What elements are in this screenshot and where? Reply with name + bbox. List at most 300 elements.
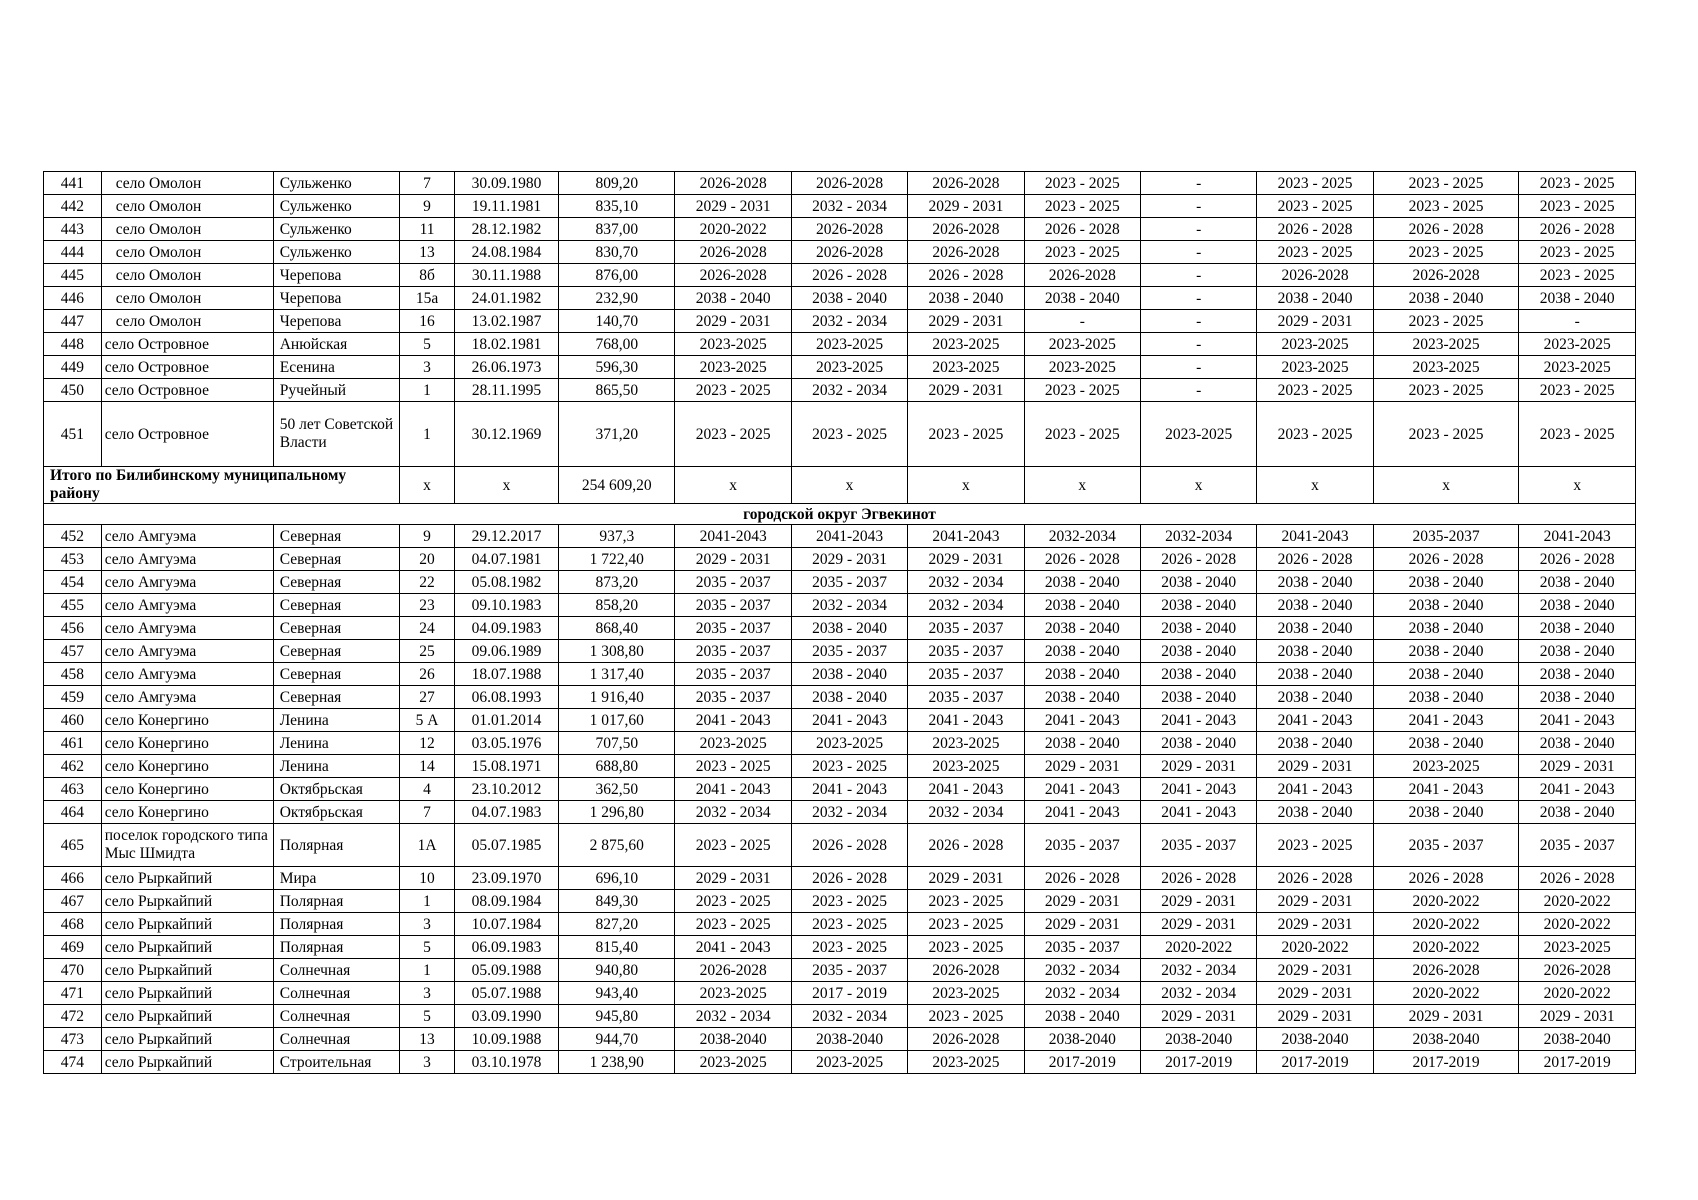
table-cell: 2023 - 2025 [1257, 824, 1373, 867]
table-cell: село Омолон [101, 195, 273, 218]
table-cell: 2029 - 2031 [675, 548, 791, 571]
table-cell: 2023 - 2025 [908, 890, 1024, 913]
table-cell: 19.11.1981 [454, 195, 558, 218]
table-cell: 2038-2040 [791, 1028, 907, 1051]
table-cell: 2023 - 2025 [675, 755, 791, 778]
table-cell: 464 [44, 801, 102, 824]
table-cell: село Конергино [101, 778, 273, 801]
table-cell: 2029 - 2031 [1257, 890, 1373, 913]
table-cell: 2026-2028 [1519, 959, 1636, 982]
table-cell: 2023 - 2025 [1257, 195, 1373, 218]
table-cell: 696,10 [559, 867, 675, 890]
table-cell: 2020-2022 [1257, 936, 1373, 959]
table-cell: Сульженко [273, 241, 400, 264]
table-cell: - [1140, 310, 1256, 333]
table-cell: 2035 - 2037 [1519, 824, 1636, 867]
table-cell: 2041 - 2043 [1519, 778, 1636, 801]
table-cell: - [1140, 287, 1256, 310]
table-cell: 2035 - 2037 [791, 959, 907, 982]
table-cell: 868,40 [559, 617, 675, 640]
table-cell: 2041 - 2043 [1024, 709, 1140, 732]
table-cell: село Рыркайпий [101, 913, 273, 936]
table-cell: 2017 - 2019 [791, 982, 907, 1005]
total-cell: x [1024, 467, 1140, 504]
table-cell: 2032 - 2034 [908, 801, 1024, 824]
table-cell: Строительная [273, 1051, 400, 1074]
table-cell: 2023-2025 [1140, 402, 1256, 467]
table-cell: 18.07.1988 [454, 663, 558, 686]
table-cell: 2023-2025 [1373, 755, 1519, 778]
table-cell: 13 [400, 241, 455, 264]
table-cell: - [1140, 195, 1256, 218]
table-cell: 1 017,60 [559, 709, 675, 732]
table-cell: 2038 - 2040 [1257, 594, 1373, 617]
table-cell: 22 [400, 571, 455, 594]
table-total-block [44, 467, 1636, 525]
table-cell: 03.09.1990 [454, 1005, 558, 1028]
table-cell: 2023-2025 [908, 356, 1024, 379]
table-cell: село Конергино [101, 732, 273, 755]
table-row [44, 1005, 1636, 1028]
table-cell: Северная [273, 663, 400, 686]
table-cell: 2038 - 2040 [1519, 617, 1636, 640]
table-cell: 2029 - 2031 [675, 195, 791, 218]
table-cell: 2023 - 2025 [1257, 379, 1373, 402]
total-cell: x [1519, 467, 1636, 504]
table-cell: 460 [44, 709, 102, 732]
table-cell: село Рыркайпий [101, 982, 273, 1005]
table-cell: - [1140, 356, 1256, 379]
table-cell: село Омолон [101, 264, 273, 287]
table-row [44, 525, 1636, 548]
table-cell: 2038 - 2040 [1140, 594, 1256, 617]
table-cell: 471 [44, 982, 102, 1005]
table-cell: 23.09.1970 [454, 867, 558, 890]
table-cell: 2023 - 2025 [791, 755, 907, 778]
table-row [44, 548, 1636, 571]
table-row [44, 287, 1636, 310]
table-cell: 2026-2028 [908, 172, 1024, 195]
table-cell: 943,40 [559, 982, 675, 1005]
table-cell: - [1140, 172, 1256, 195]
table-cell: 2035 - 2037 [908, 686, 1024, 709]
table-cell: 2023-2025 [908, 755, 1024, 778]
table-cell: Октябрьская [273, 778, 400, 801]
table-cell: 2029 - 2031 [1140, 1005, 1256, 1028]
table-cell: 04.07.1981 [454, 548, 558, 571]
table-cell: Октябрьская [273, 801, 400, 824]
table-cell: 2026 - 2028 [791, 264, 907, 287]
table-cell: 2020-2022 [1373, 936, 1519, 959]
table-cell: 858,20 [559, 594, 675, 617]
table-cell: 25 [400, 640, 455, 663]
table-cell: 05.07.1988 [454, 982, 558, 1005]
table-cell: 2026 - 2028 [908, 264, 1024, 287]
table-cell: 2023-2025 [675, 732, 791, 755]
table-cell: 2023-2025 [1373, 333, 1519, 356]
table-cell: 2017-2019 [1519, 1051, 1636, 1074]
table-cell: 5 [400, 936, 455, 959]
table-cell: 2041 - 2043 [675, 709, 791, 732]
table-cell: 3 [400, 982, 455, 1005]
table-cell: 2041 - 2043 [1140, 801, 1256, 824]
table-cell: 2032 - 2034 [791, 379, 907, 402]
table-cell: 442 [44, 195, 102, 218]
table-cell: 2023 - 2025 [1024, 195, 1140, 218]
table-cell: 2023 - 2025 [1519, 402, 1636, 467]
table-cell: 2026 - 2028 [1519, 867, 1636, 890]
table-cell: село Омолон [101, 172, 273, 195]
table-cell: 2038 - 2040 [1024, 1005, 1140, 1028]
table-cell: 454 [44, 571, 102, 594]
table-cell: 2029 - 2031 [1140, 913, 1256, 936]
table-cell: 2038 - 2040 [1373, 617, 1519, 640]
table-cell: 448 [44, 333, 102, 356]
table-cell: 2038 - 2040 [1024, 287, 1140, 310]
table-cell: 2026 - 2028 [1519, 548, 1636, 571]
table-cell: 456 [44, 617, 102, 640]
table-cell: село Рыркайпий [101, 1051, 273, 1074]
table-cell: 2026 - 2028 [1140, 867, 1256, 890]
table-row [44, 936, 1636, 959]
table-cell: 2038 - 2040 [1373, 686, 1519, 709]
table-cell: 2026-2028 [1257, 264, 1373, 287]
table-cell: 2023-2025 [675, 333, 791, 356]
table-cell: село Амгуэма [101, 663, 273, 686]
table-cell: 23.10.2012 [454, 778, 558, 801]
table-cell: 09.10.1983 [454, 594, 558, 617]
table-cell: 2029 - 2031 [1519, 1005, 1636, 1028]
table-cell: 362,50 [559, 778, 675, 801]
table-cell: 12 [400, 732, 455, 755]
table-cell: 2023 - 2025 [1024, 172, 1140, 195]
total-cell: x [791, 467, 907, 504]
table-cell: 2023-2025 [1519, 333, 1636, 356]
table-cell: 2023 - 2025 [1373, 379, 1519, 402]
table-cell: 2038-2040 [1519, 1028, 1636, 1051]
table-cell: 830,70 [559, 241, 675, 264]
table-cell: 2035 - 2037 [1140, 824, 1256, 867]
table-cell: 2038 - 2040 [1024, 594, 1140, 617]
table-row [44, 867, 1636, 890]
table-cell: - [1519, 310, 1636, 333]
table-row [44, 801, 1636, 824]
table-cell: 463 [44, 778, 102, 801]
table-cell: 2038 - 2040 [791, 287, 907, 310]
table-cell: Северная [273, 594, 400, 617]
table-cell: 27 [400, 686, 455, 709]
table-cell: 2023 - 2025 [908, 402, 1024, 467]
table-cell: 2029 - 2031 [1257, 982, 1373, 1005]
table-cell: 849,30 [559, 890, 675, 913]
table-cell: 2026 - 2028 [1140, 548, 1256, 571]
table-cell: 2023-2025 [908, 333, 1024, 356]
table-cell: 2026-2028 [675, 241, 791, 264]
table-row [44, 824, 1636, 867]
table-cell: 2041 - 2043 [1024, 801, 1140, 824]
table-cell: село Амгуэма [101, 640, 273, 663]
table-cell: 2038 - 2040 [1140, 617, 1256, 640]
table-row [44, 594, 1636, 617]
table-cell: 2041 - 2043 [675, 936, 791, 959]
table-cell: 2041 - 2043 [1257, 709, 1373, 732]
total-cell: x [908, 467, 1024, 504]
table-cell: 2029 - 2031 [791, 548, 907, 571]
table-cell: Мира [273, 867, 400, 890]
table-row [44, 356, 1636, 379]
table-cell: 2032-2034 [1024, 525, 1140, 548]
table-cell: 2032 - 2034 [791, 195, 907, 218]
table-cell: 2026-2028 [908, 241, 1024, 264]
total-label: Итого по Билибинскому муниципальному району [44, 467, 400, 504]
table-cell: 2032 - 2034 [1140, 959, 1256, 982]
table-cell: 2017-2019 [1024, 1051, 1140, 1074]
table-cell: 2023 - 2025 [675, 913, 791, 936]
table-row [44, 959, 1636, 982]
table-cell: - [1140, 333, 1256, 356]
table-cell: 441 [44, 172, 102, 195]
table-cell: 06.08.1993 [454, 686, 558, 709]
table-cell: 2038 - 2040 [1257, 663, 1373, 686]
table-cell: Северная [273, 525, 400, 548]
table-cell: 2035 - 2037 [1024, 824, 1140, 867]
table-cell: 3 [400, 1051, 455, 1074]
table-cell: 2041 - 2043 [1373, 778, 1519, 801]
table-cell: 10.09.1988 [454, 1028, 558, 1051]
table-cell: 2035-2037 [1373, 525, 1519, 548]
table-cell: 2026-2028 [1024, 264, 1140, 287]
table-cell: 2023-2025 [675, 982, 791, 1005]
table-cell: 2023-2025 [908, 982, 1024, 1005]
table-cell: 462 [44, 755, 102, 778]
table-cell: 2038 - 2040 [1373, 663, 1519, 686]
table-cell: 2035 - 2037 [908, 663, 1024, 686]
table-cell: 2038 - 2040 [908, 287, 1024, 310]
table-cell: 2029 - 2031 [1257, 959, 1373, 982]
table-row [44, 218, 1636, 241]
table-cell: 2029 - 2031 [1140, 890, 1256, 913]
table-cell: 2026 - 2028 [791, 824, 907, 867]
table-cell: 2020-2022 [1373, 890, 1519, 913]
table-cell: 815,40 [559, 936, 675, 959]
table-cell: 2023 - 2025 [1519, 195, 1636, 218]
table-row [44, 778, 1636, 801]
table-cell: 2017-2019 [1373, 1051, 1519, 1074]
table-cell: село Конергино [101, 755, 273, 778]
table-cell: 2023 - 2025 [675, 402, 791, 467]
table-cell: 04.09.1983 [454, 617, 558, 640]
table-cell: 827,20 [559, 913, 675, 936]
table-cell: 2038 - 2040 [1373, 594, 1519, 617]
table-cell: 2038-2040 [1373, 1028, 1519, 1051]
table-cell: 2026-2028 [791, 172, 907, 195]
table-row [44, 732, 1636, 755]
table-cell: 2032 - 2034 [908, 594, 1024, 617]
table-cell: 2026-2028 [791, 241, 907, 264]
table-cell: 457 [44, 640, 102, 663]
table-cell: 1 [400, 959, 455, 982]
table-cell: 2032 - 2034 [791, 594, 907, 617]
table-cell: 26.06.1973 [454, 356, 558, 379]
table-cell: Черепова [273, 310, 400, 333]
table-cell: 2023-2025 [791, 333, 907, 356]
table-cell: 2041 - 2043 [1373, 709, 1519, 732]
table-cell: 2029 - 2031 [908, 310, 1024, 333]
table-cell: 809,20 [559, 172, 675, 195]
table-cell: 2023 - 2025 [1024, 379, 1140, 402]
table-cell: 08.09.1984 [454, 890, 558, 913]
table-cell: 2038 - 2040 [1373, 640, 1519, 663]
table-cell: село Рыркайпий [101, 867, 273, 890]
table-cell: 23 [400, 594, 455, 617]
table-cell: 2038 - 2040 [1373, 801, 1519, 824]
table-cell: 2023-2025 [908, 732, 1024, 755]
table-cell: 443 [44, 218, 102, 241]
table-cell: 24 [400, 617, 455, 640]
table-cell: 5 А [400, 709, 455, 732]
table-cell: село Амгуэма [101, 617, 273, 640]
table-cell: Северная [273, 571, 400, 594]
table-cell: 1 296,80 [559, 801, 675, 824]
table-row [44, 195, 1636, 218]
table-cell: 2026 - 2028 [1373, 218, 1519, 241]
table-cell: 9 [400, 195, 455, 218]
table-cell: 446 [44, 287, 102, 310]
table-cell: 2026 - 2028 [1257, 867, 1373, 890]
table-cell: 445 [44, 264, 102, 287]
table-cell: 2026 - 2028 [1257, 218, 1373, 241]
table-row [44, 982, 1636, 1005]
table-cell: 2023 - 2025 [1257, 172, 1373, 195]
table-cell: 2041-2043 [1519, 525, 1636, 548]
table-cell: 2023-2025 [1257, 333, 1373, 356]
table-cell: 2023 - 2025 [908, 913, 1024, 936]
table-cell: 2020-2022 [675, 218, 791, 241]
table-cell: 8б [400, 264, 455, 287]
table-cell: село Омолон [101, 287, 273, 310]
table-cell: 2041-2043 [675, 525, 791, 548]
table-cell: 2023 - 2025 [791, 890, 907, 913]
table-cell: село Амгуэма [101, 594, 273, 617]
table-cell: 2026 - 2028 [1257, 548, 1373, 571]
table-row [44, 241, 1636, 264]
table-cell: 468 [44, 913, 102, 936]
table-cell: 50 лет Советской Власти [273, 402, 400, 467]
table-cell: 2035 - 2037 [675, 571, 791, 594]
table-cell: 2023 - 2025 [908, 1005, 1024, 1028]
table-cell: 2038 - 2040 [1140, 663, 1256, 686]
table-row [44, 402, 1636, 467]
table-cell: 14 [400, 755, 455, 778]
table-cell: 371,20 [559, 402, 675, 467]
table-cell: 10.07.1984 [454, 913, 558, 936]
table-cell: село Островное [101, 379, 273, 402]
table-cell: Черепова [273, 264, 400, 287]
table-cell: 15а [400, 287, 455, 310]
table-cell: 2038 - 2040 [1140, 640, 1256, 663]
table-cell: 2035 - 2037 [1024, 936, 1140, 959]
table-cell: 2041 - 2043 [1140, 778, 1256, 801]
table-cell: 2038 - 2040 [1257, 732, 1373, 755]
table-cell: 2038 - 2040 [1257, 640, 1373, 663]
table-cell: 2035 - 2037 [675, 663, 791, 686]
table-cell: 2023-2025 [1024, 356, 1140, 379]
table-cell: - [1140, 218, 1256, 241]
table-cell: 453 [44, 548, 102, 571]
table-cell: 2038 - 2040 [1519, 732, 1636, 755]
table-cell: 2026-2028 [1373, 959, 1519, 982]
table-cell: Ручейный [273, 379, 400, 402]
table-cell: 2023 - 2025 [1024, 402, 1140, 467]
table-cell: 3 [400, 356, 455, 379]
table-cell: 2038 - 2040 [1519, 571, 1636, 594]
table-cell: 05.07.1985 [454, 824, 558, 867]
table-cell: село Островное [101, 333, 273, 356]
table-cell: 2023 - 2025 [1257, 402, 1373, 467]
total-cell: x [1257, 467, 1373, 504]
table-cell: 03.05.1976 [454, 732, 558, 755]
table-cell: 945,80 [559, 1005, 675, 1028]
table-cell: 2038 - 2040 [1024, 640, 1140, 663]
table-cell: 2035 - 2037 [908, 640, 1024, 663]
table-cell: 2029 - 2031 [675, 867, 791, 890]
table-cell: 466 [44, 867, 102, 890]
table-cell: 469 [44, 936, 102, 959]
table-cell: 2038 - 2040 [1024, 617, 1140, 640]
table-cell: 2029 - 2031 [1519, 755, 1636, 778]
table-cell: 2032 - 2034 [1024, 982, 1140, 1005]
table-cell: 24.08.1984 [454, 241, 558, 264]
table-cell: 450 [44, 379, 102, 402]
total-cell: x [400, 467, 455, 504]
table-cell: 2041 - 2043 [791, 778, 907, 801]
table-cell: 1 308,80 [559, 640, 675, 663]
table-cell: 2032 - 2034 [1140, 982, 1256, 1005]
table-block-egvekinot [44, 525, 1636, 1074]
table-cell: 2038 - 2040 [1024, 571, 1140, 594]
table-cell: 2023-2025 [675, 356, 791, 379]
table-cell: 2029 - 2031 [1373, 1005, 1519, 1028]
table-cell: 2041 - 2043 [908, 709, 1024, 732]
table-cell: 2017-2019 [1140, 1051, 1256, 1074]
table-row [44, 709, 1636, 732]
table-cell: село Амгуэма [101, 525, 273, 548]
table-cell: 2020-2022 [1519, 913, 1636, 936]
table-row [44, 379, 1636, 402]
table-cell: 2038 - 2040 [1519, 594, 1636, 617]
table-cell: 5 [400, 1005, 455, 1028]
table-cell: 2020-2022 [1519, 890, 1636, 913]
table-cell: 2023-2025 [1373, 356, 1519, 379]
table-cell: 5 [400, 333, 455, 356]
table-cell: 2038-2040 [1024, 1028, 1140, 1051]
table-cell: 05.08.1982 [454, 571, 558, 594]
table-cell: село Рыркайпий [101, 1005, 273, 1028]
table-cell: 2038-2040 [1257, 1028, 1373, 1051]
table-cell: 876,00 [559, 264, 675, 287]
table-cell: 2023-2025 [1257, 356, 1373, 379]
table-cell: 2023-2025 [675, 1051, 791, 1074]
table-cell: 2035 - 2037 [675, 594, 791, 617]
table-cell: - [1140, 379, 1256, 402]
table-cell: село Островное [101, 402, 273, 467]
table-cell: 837,00 [559, 218, 675, 241]
section-title: городской округ Эгвекинот [44, 504, 1636, 525]
table-cell: 2035 - 2037 [791, 640, 907, 663]
table-cell: Северная [273, 617, 400, 640]
table-row [44, 571, 1636, 594]
table-cell: 15.08.1971 [454, 755, 558, 778]
